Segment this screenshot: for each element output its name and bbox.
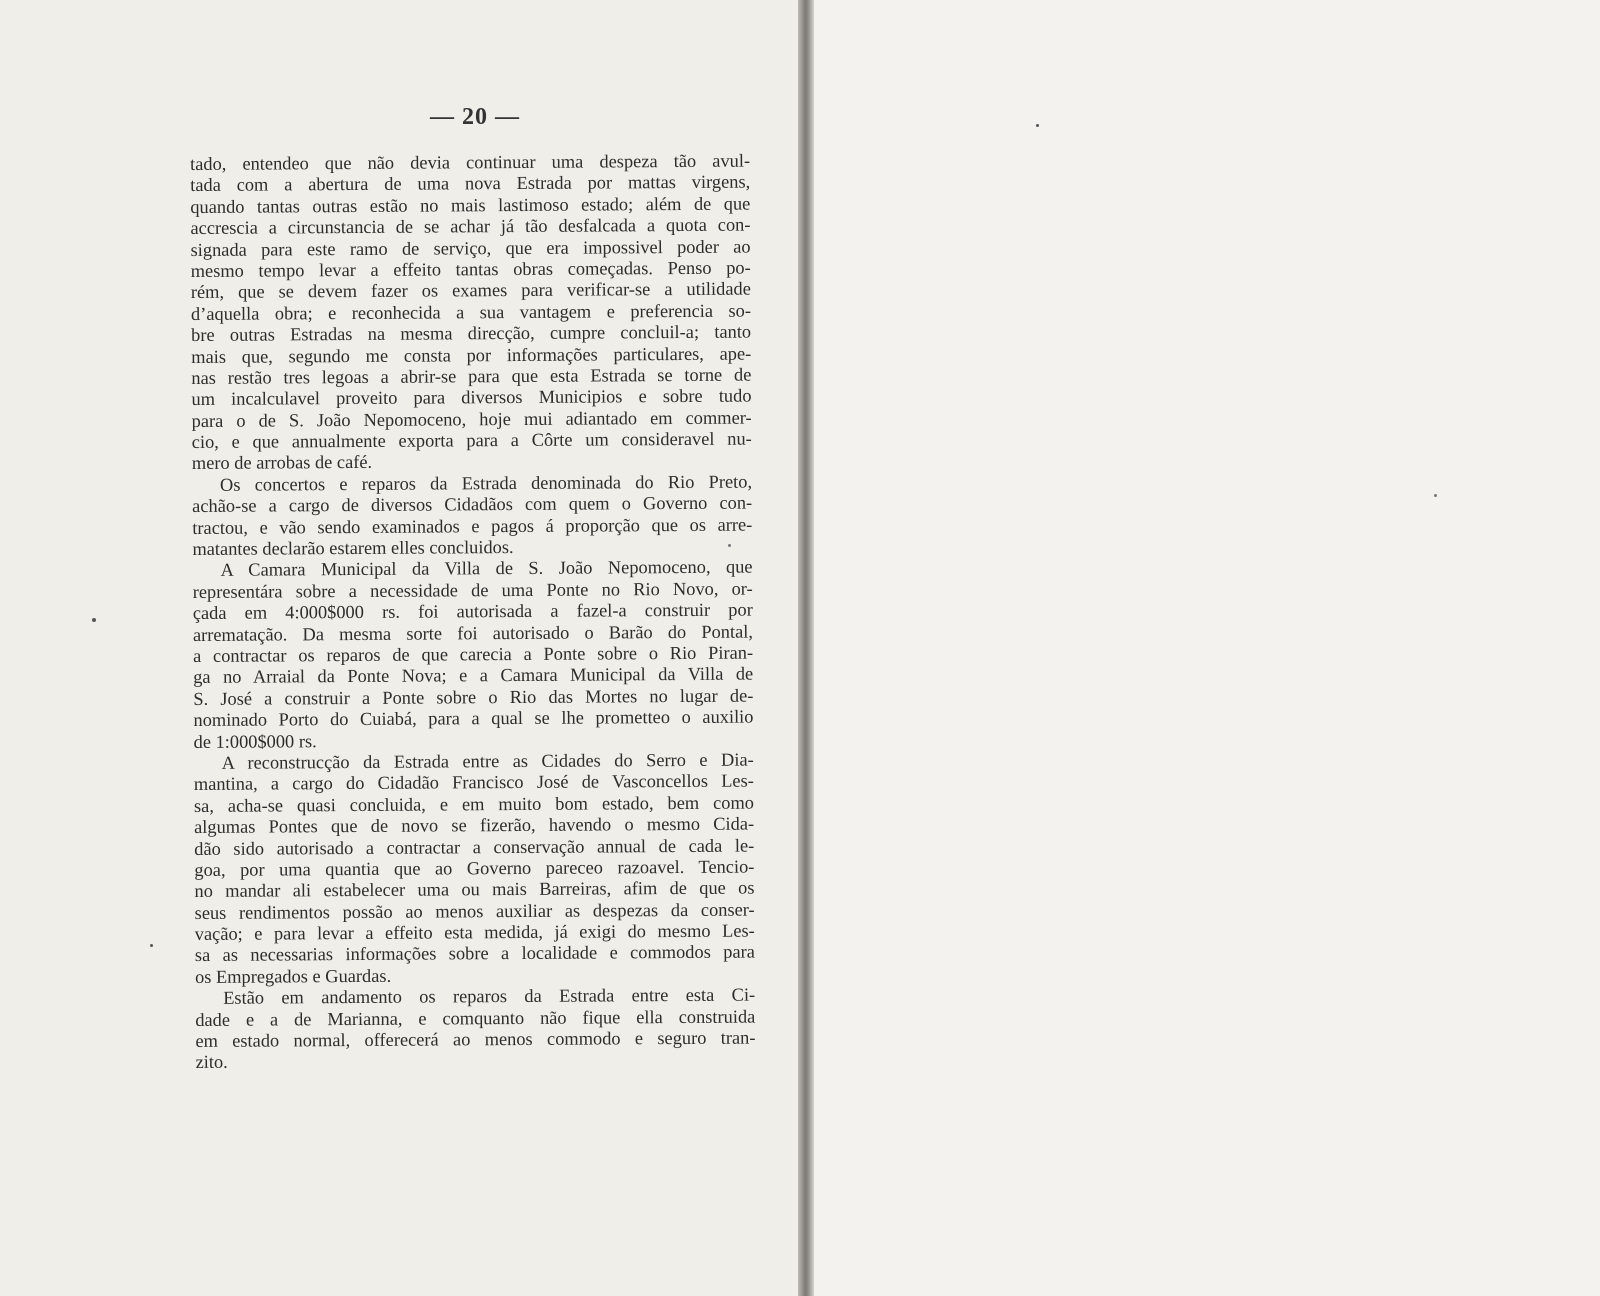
text-line: zito. xyxy=(195,1052,228,1073)
text-line: A reconstrucção da Estrada entre as Cidades do Serro e Dia- xyxy=(221,749,754,773)
text-line: tractou, e vão sendo examinados e pagos á proporção que os arre- xyxy=(192,514,753,538)
text-line: um incalculavel proveito para diversos Municipios e sobre tudo xyxy=(191,385,752,410)
text-line: nas restão tres legoas a abrir-se para que esta Estrada se torne de xyxy=(191,364,752,388)
text-line: algumas Pontes que de novo se fizerão, havendo o mesmo Cida- xyxy=(194,813,755,838)
text-line: os Empregados e Guardas. xyxy=(194,965,392,987)
text-line: vação; e para levar a effeito esta medida, já exigi do mesmo Les- xyxy=(194,920,755,945)
text-line: representára sobre a necessidade de uma Ponte no Rio Novo, or- xyxy=(192,578,753,602)
text-line: signada para este ramo de serviço, que era impossivel poder ao xyxy=(190,236,751,260)
text-line: de 1:000$000 rs. xyxy=(193,730,317,752)
text-line: seus rendimentos possão ao menos auxiliar as despezas da conser- xyxy=(194,899,755,923)
text-line: goa, por uma quantia que ao Governo pareceo razoavel. Tencio- xyxy=(194,856,755,880)
text-line: nominado Porto do Cuiabá, para a qual se lhe prometteo o auxilio xyxy=(193,706,754,731)
text-line: A Camara Municipal da Villa de S. João Nepomoceno, que xyxy=(220,556,753,581)
text-line: no mandar ali estabelecer uma ou mais Barreiras, afim de que os xyxy=(194,877,755,902)
text-line: Os concertos e reparos da Estrada denominada do Rio Preto, xyxy=(219,471,753,495)
text-line: para o de S. João Nepomoceno, hoje mui adiantado em commer- xyxy=(191,407,752,431)
text-line: mais que, segundo me consta por informações particulares, ape- xyxy=(191,343,752,367)
ink-speck xyxy=(1036,124,1039,127)
text-line: mero de arrobas de café. xyxy=(191,452,373,474)
text-line: tada com a abertura de uma nova Estrada por mattas virgens, xyxy=(190,171,751,196)
text-line: S. José a construir a Ponte sobre o Rio das Mortes no lugar de- xyxy=(193,685,754,709)
text-line: dade e a de Marianna, e comquanto não fique ella construida xyxy=(195,1006,756,1030)
text-line: cio, e que annualmente exporta para a Côrte um consideravel nu- xyxy=(191,428,752,453)
text-line: tado, entendeo que não devia continuar uma despeza tão avul- xyxy=(190,150,751,174)
text-line: dão sido autorisado a contractar a conservação annual de cada le- xyxy=(194,835,755,859)
text-line: quando tantas outras estão no mais lastimoso estado; além de que xyxy=(190,193,751,217)
ink-speck xyxy=(150,944,153,947)
text-line: bre outras Estradas na mesma direcção, cumpre concluil-a; tanto xyxy=(191,321,752,346)
text-line: sa as necessarias informações sobre a localidade e commodos para xyxy=(194,942,755,966)
text-line: mesmo tempo levar a effeito tantas obras começadas. Penso po- xyxy=(190,257,751,281)
text-line: Estão em andamento os reparos da Estrada entre esta Ci- xyxy=(223,984,756,1009)
ink-speck xyxy=(1434,494,1437,497)
right-page xyxy=(814,0,1600,1296)
text-line: accrescia a circunstancia de se achar já tão desfalcada a quota con- xyxy=(190,214,751,239)
text-line: mantina, a cargo do Cidadão Francisco José de Vasconcellos Les- xyxy=(193,770,754,795)
text-line: çada em 4:000$000 rs. foi autorisada a fazel-a construir por xyxy=(192,599,753,624)
text-line: arrematação. Da mesma sorte foi autorisado o Barão do Pontal, xyxy=(192,621,753,645)
text-line: d’aquella obra; e reconhecida a sua vantagem e preferencia so- xyxy=(190,300,752,324)
left-page xyxy=(0,0,798,1296)
ink-speck xyxy=(728,544,731,547)
text-line: achão-se a cargo de diversos Cidadãos com quem o Governo con- xyxy=(192,492,753,517)
book-gutter xyxy=(798,0,814,1296)
page-number-left: — 20 — xyxy=(430,104,520,130)
ink-speck xyxy=(92,618,96,622)
left-page-body xyxy=(190,151,756,1074)
text-line: sa, acha-se quasi concluida, e em muito bom estado, bem como xyxy=(193,792,755,816)
text-line: em estado normal, offerecerá ao menos commodo e seguro tran- xyxy=(195,1027,756,1051)
text-line: matantes declarão estarem elles concluidos. xyxy=(192,537,514,560)
text-line: ga no Arraial da Ponte Nova; e a Camara Municipal da Villa de xyxy=(193,663,754,688)
text-line: a contractar os reparos de que carecia a Ponte sobre o Rio Piran- xyxy=(193,642,754,666)
text-line: rém, que se devem fazer os exames para verificar-se a utilidade xyxy=(190,278,751,303)
